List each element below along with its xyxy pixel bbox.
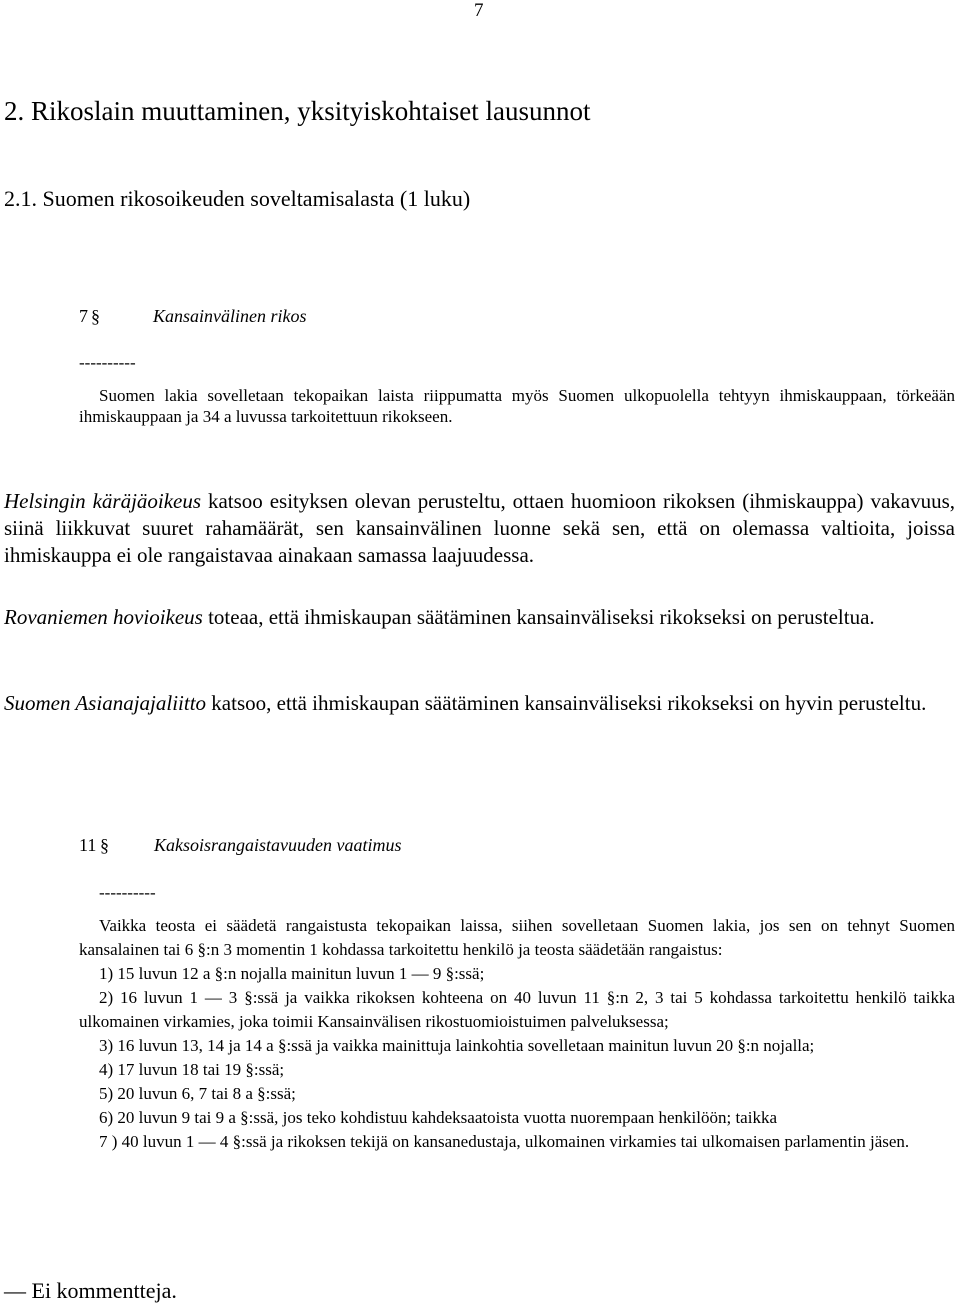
list-item: 1) 15 luvun 12 a §:n nojalla mainitun luvun 1 — 9 §:ssä;	[99, 964, 485, 983]
section-subheading: 2.1. Suomen rikosoikeuden soveltamisalasta (1 luku)	[4, 186, 471, 211]
section-mark: §	[91, 306, 100, 326]
list-item: 2) 16 luvun 1 — 3 §:ssä ja vaikka rikoksen kohteena on 40 luvun 11 §:n 2, 3 tai 5 kohdassa tarkoitettu henkilö taikka ulkomainen virkamies, joka toimii Kansainvälisen rikostuomioistuimen palveluksessa;	[79, 988, 955, 1031]
section-7-number: 7	[79, 306, 88, 326]
comment-text: katsoo, että ihmiskaupan säätäminen kansainväliseksi rikokseksi on hyvin perusteltu.	[206, 691, 927, 715]
page-title: 2. Rikoslain muuttaminen, yksityiskohtaiset lausunnot	[4, 96, 591, 126]
no-comments-note: — Ei kommentteja.	[4, 1278, 177, 1303]
comment-body: Rovaniemen hovioikeus	[4, 605, 203, 629]
paragraph: Vaikka teosta ei säädetä rangaistusta tekopaikan laissa, siihen sovelletaan Suomen lakia, jos sen on tehnyt Suomen kansalainen tai 6 §:n 3 momentin 1 kohdassa tarkoitettu henkilö ja teosta säädetään rangaistus:	[79, 916, 955, 959]
section-11-title: Kaksoisrangaistavuuden vaatimus	[154, 835, 402, 855]
list-item: 5) 20 luvun 6, 7 tai 8 a §:ssä;	[99, 1084, 296, 1103]
list-item: 3) 16 luvun 13, 14 ja 14 a §:ssä ja vaikka mainittuja lainkohtia sovelletaan mainitun luvun 20 §:n nojalla;	[99, 1036, 815, 1055]
comment-text: katsoo esityksen olevan perusteltu, ottaen huomioon rikoksen (ihmiskauppa) vakavuus, siinä liikkuvat suuret rahamäärät, sen kansainvälinen luonne sekä sen, että on olemassa valtioita, joissa ihmiskauppa ei ole rangaistavaa ainakaan samassa laajuudessa.	[4, 489, 956, 567]
list-item: 7 ) 40 luvun 1 — 4 §:ssä ja rikoksen tekijä on kansanedustaja, ulkomainen virkamies tai ulkomaisen parlamentin jäsen.	[99, 1132, 910, 1151]
comment-rovaniemi	[4, 604, 955, 631]
section-11-text	[79, 914, 955, 1154]
section-7-heading	[79, 306, 307, 327]
comment-body: Suomen Asianajajaliitto	[4, 691, 207, 715]
comment-helsinki	[4, 488, 955, 569]
comment-body: Helsingin käräjäoikeus	[4, 489, 202, 513]
page-number: 7	[474, 0, 484, 21]
comment-text: toteaa, että ihmiskaupan säätäminen kansainväliseksi rikokseksi on perusteltua.	[202, 605, 875, 629]
list-item: 4) 17 luvun 18 tai 19 §:ssä;	[99, 1060, 285, 1079]
section-11-heading	[79, 835, 402, 856]
comment-asianajajaliitto	[4, 690, 955, 717]
omission-dashes: ----------	[99, 883, 156, 902]
section-mark: §	[100, 835, 109, 855]
section-7-title: Kansainvälinen rikos	[153, 306, 307, 326]
list-item: 6) 20 luvun 9 tai 9 a §:ssä, jos teko kohdistuu kahdeksaatoista vuotta nuorempaan henkilöön; taikka	[99, 1108, 777, 1127]
section-11-number: 11	[79, 835, 97, 855]
omission-dashes: ----------	[79, 353, 136, 372]
section-7-text: Suomen lakia sovelletaan tekopaikan laista riippumatta myös Suomen ulkopuolella tehtyyn ihmiskauppaan, törkeään ihmiskauppaan ja 34 a luvussa tarkoitettuun rikokseen.	[79, 386, 955, 426]
